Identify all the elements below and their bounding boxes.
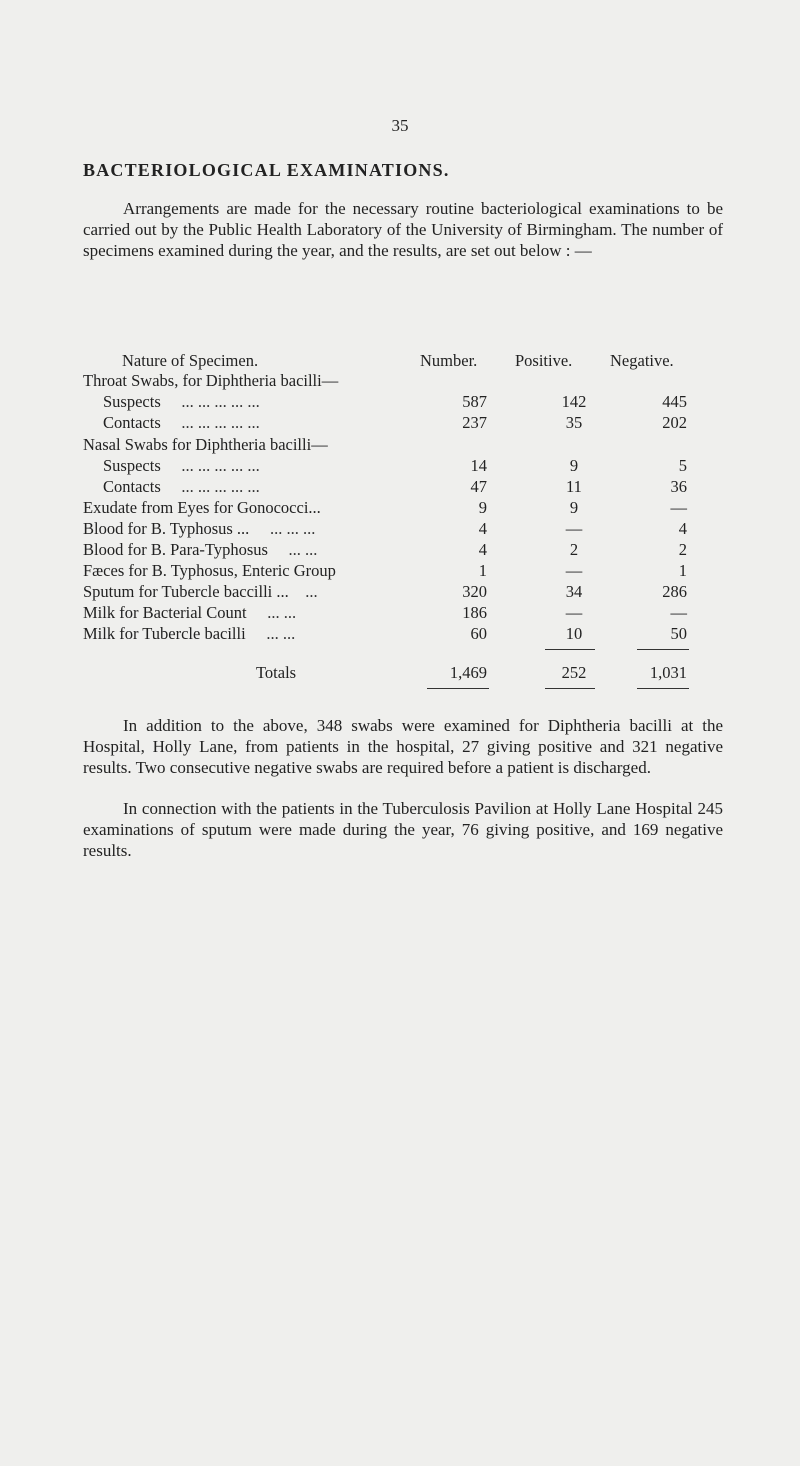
cell-negative: 1 (678, 561, 687, 580)
cell-positive: 9 (569, 498, 579, 517)
cell-negative: — (670, 603, 687, 622)
table-row-label: Blood for B. Typhosus ... ... ... ... (83, 519, 316, 538)
cell-number: 1 (478, 561, 487, 580)
tuberculosis-paragraph (83, 798, 723, 861)
table-row-label: Suspects ... ... ... ... ... (103, 392, 260, 411)
cell-positive: — (565, 519, 583, 538)
header-number: Number. (420, 351, 478, 370)
table-row-label: Contacts ... ... ... ... ... (103, 477, 260, 496)
table-row-label: Contacts ... ... ... ... ... (103, 413, 260, 432)
cell-positive: 10 (565, 624, 583, 643)
section-heading: BACTERIOLOGICAL EXAMINATIONS. (83, 160, 450, 180)
table-row-label: Fæces for B. Typhosus, Enteric Group (83, 561, 336, 580)
hospital-swabs-paragraph (83, 715, 723, 778)
total-rule-negative (637, 649, 689, 650)
cell-number: 186 (462, 603, 487, 622)
cell-positive: 2 (569, 540, 579, 559)
total-positive: 252 (561, 663, 587, 682)
total-number: 1,469 (449, 663, 487, 682)
header-positive: Positive. (515, 351, 573, 370)
cell-negative: 286 (662, 582, 687, 601)
cell-negative: 5 (678, 456, 687, 475)
cell-positive: 35 (565, 413, 583, 432)
table-row-label: Milk for Bacterial Count ... ... (83, 603, 297, 622)
cell-negative: 2 (678, 540, 687, 559)
cell-number: 320 (462, 582, 487, 601)
header-nature: Nature of Specimen. (122, 351, 259, 370)
cell-negative: 36 (670, 477, 687, 496)
cell-negative: 50 (670, 624, 687, 643)
page-number: 35 (391, 116, 409, 135)
cell-number: 4 (478, 519, 487, 538)
cell-number: 587 (462, 392, 487, 411)
cell-number: 60 (470, 624, 487, 643)
cell-number: 9 (478, 498, 487, 517)
totals-label: Totals (256, 663, 297, 682)
cell-negative: — (670, 498, 687, 517)
cell-negative: 4 (678, 519, 687, 538)
table-row-label: Exudate from Eyes for Gonococci... (83, 498, 321, 517)
group-nasal: Nasal Swabs for Diphtheria bacilli— (83, 435, 328, 454)
cell-positive: — (565, 603, 583, 622)
cell-negative: 445 (662, 392, 687, 411)
cell-positive: — (565, 561, 583, 580)
cell-positive: 142 (561, 392, 587, 411)
header-negative: Negative. (610, 351, 674, 370)
tuberculosis-text: In connection with the patients in the Tuberculosis Pavilion at Holly Lane Hospital 245 examinations of sputum were made during the year, 76 giving positive, and 169 negative results. (83, 799, 723, 860)
cell-positive: 9 (569, 456, 579, 475)
bottom-rule-number (427, 688, 489, 689)
table-row-label: Sputum for Tubercle baccilli ... ... (83, 582, 318, 601)
hospital-swabs-text: In addition to the above, 348 swabs were examined for Diphtheria bacilli at the Hospital, Holly Lane, from patients in the hospital, 27 giving positive and 321 negative results. Two consecutive negative swabs are required before a patient is discharged. (83, 716, 723, 777)
table-row-label: Milk for Tubercle bacilli ... ... (83, 624, 296, 643)
total-negative: 1,031 (649, 663, 687, 682)
table-row-label: Suspects ... ... ... ... ... (103, 456, 260, 475)
bottom-rule-positive (545, 688, 595, 689)
cell-number: 14 (470, 456, 487, 475)
cell-positive: 34 (565, 582, 583, 601)
cell-number: 4 (478, 540, 487, 559)
table-row-label: Blood for B. Para-Typhosus ... ... (83, 540, 318, 559)
cell-number: 237 (462, 413, 487, 432)
bottom-rule-negative (637, 688, 689, 689)
group-throat: Throat Swabs, for Diphtheria bacilli— (83, 371, 339, 390)
cell-negative: 202 (662, 413, 687, 432)
intro-paragraph (83, 198, 723, 261)
intro-text: Arrangements are made for the necessary routine bacteriological examinations to be carried out by the Public Health Laboratory of the University of Birmingham. The number of specimens examined during the year, and the results, are set out below : — (83, 199, 723, 260)
total-rule-positive (545, 649, 595, 650)
cell-positive: 11 (566, 477, 582, 496)
cell-number: 47 (470, 477, 487, 496)
